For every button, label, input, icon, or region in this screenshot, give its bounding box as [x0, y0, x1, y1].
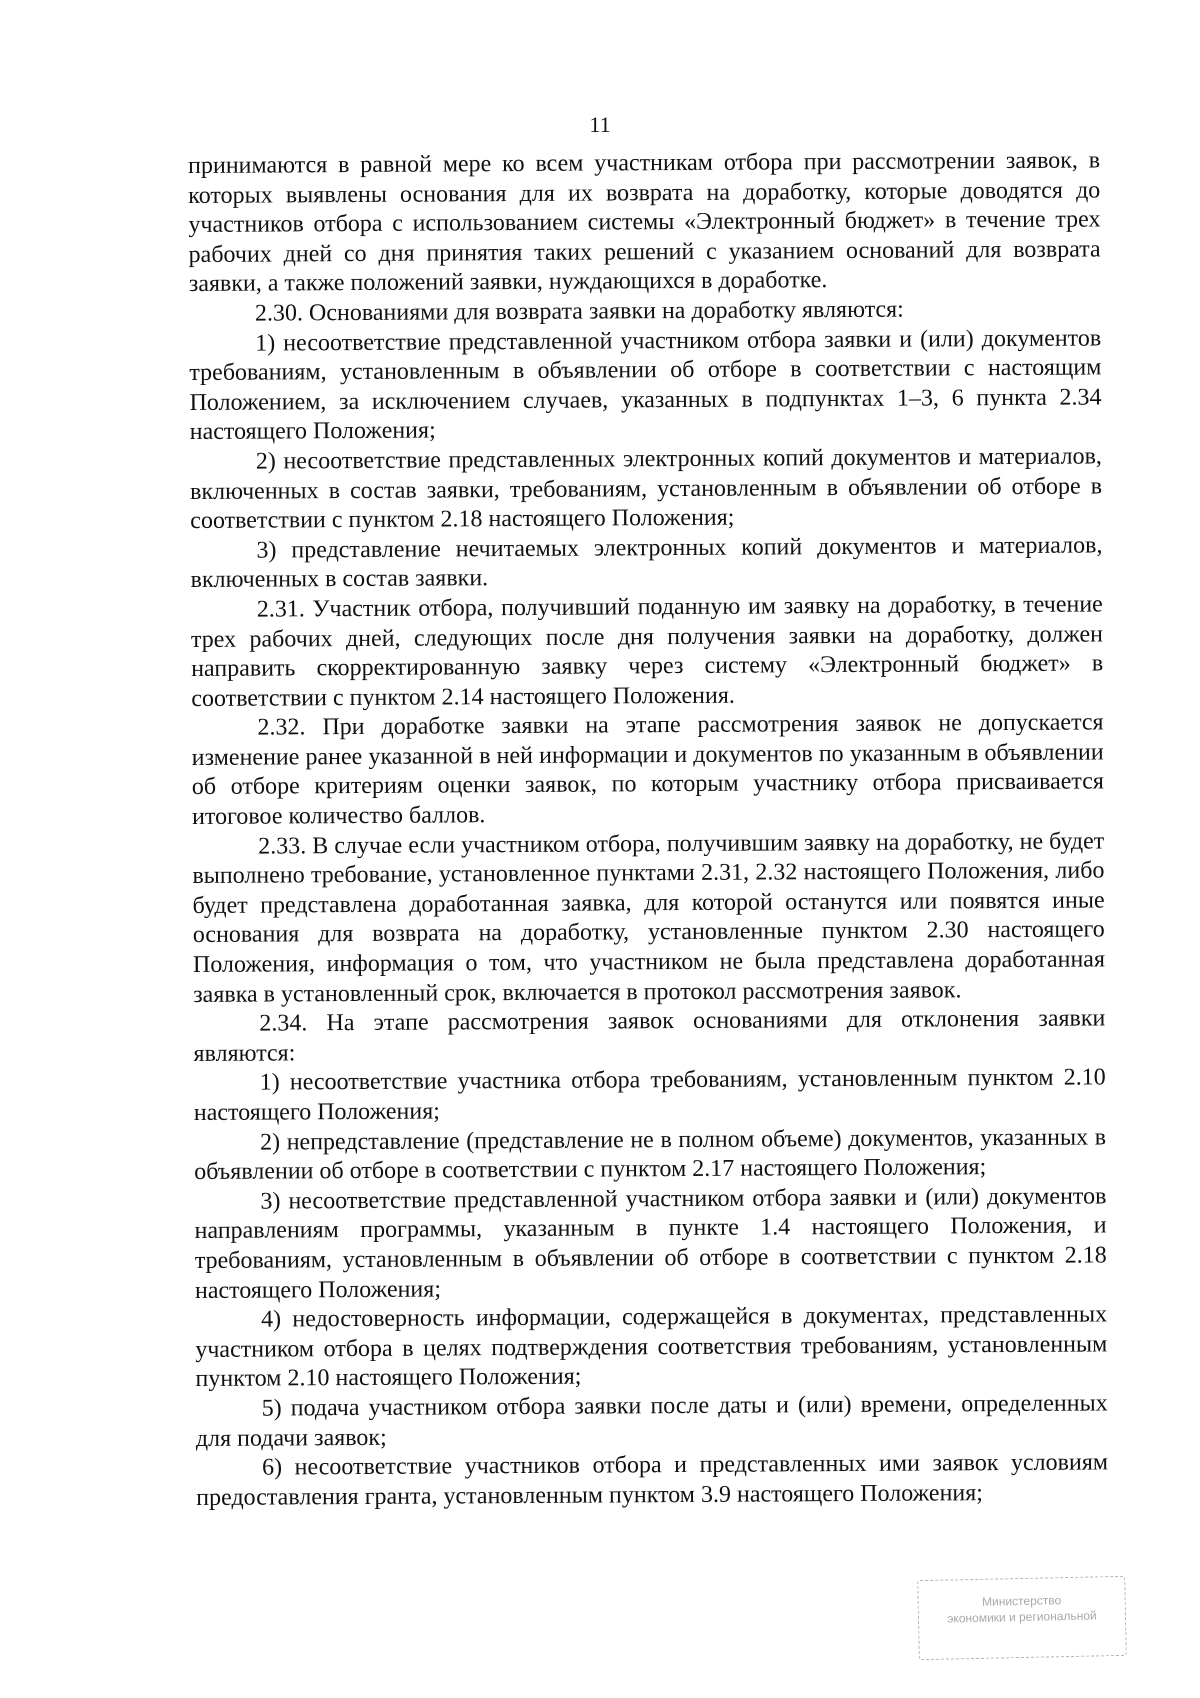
paragraph: 4) недостоверность информации, содержащейся в документах, представленных участником отбора в целях подтверждения соответствия требованиям, установленным пунктом 2.10 настоящего Положения; — [195, 1301, 1108, 1393]
paragraph: 2.31. Участник отбора, получивший поданную им заявку на доработку, в течение трех рабочих дней, следующих после дня получения заявки на доработку, должен направить скорректированную заявку через систему «Электронный бюджет» в соответствии с пунктом 2.14 настоящего Положения. — [190, 591, 1104, 712]
paragraph: 3) представление нечитаемых электронных копий документов и материалов, включенных в состав заявки. — [190, 532, 1103, 594]
paragraph: 2.30. Основаниями для возврата заявки на доработку являются: — [254, 296, 904, 327]
faded-stamp — [917, 1576, 1127, 1660]
paragraph: принимаются в равной мере ко всем участникам отбора при рассмотрении заявок, в которых выявлены основания для их возврата на доработку, которые доводятся до участников отбора с использованием системы «Электронный бюджет» в течение трех рабочих дней со дня принятия таких решений с указанием оснований для возврата заявки, а также положений заявки, нуждающихся в доработке. — [188, 147, 1101, 298]
paragraph: 1) несоответствие представленной участником отбора заявки и (или) документов требованиям, установленным в объявлении об отборе в соответствии с настоящим Положением, за исключением случаев, указанных в подпунктах 1–3, 6 пункта 2.34 настоящего Положения; — [189, 324, 1102, 446]
stamp-line: экономики и региональной — [947, 1608, 1097, 1626]
paragraph: 2) несоответствие представленных электронных копий документов и материалов, включенных в состав заявки, требованиям, установленным в объявлении об отборе в соответствии с пунктом 2.18 настоящего Положения; — [189, 443, 1103, 535]
stamp-line: Министерство — [981, 1593, 1062, 1609]
paragraph: 5) подача участником отбора заявки после даты и (или) времени, определенных для подачи заявок; — [195, 1390, 1108, 1452]
paragraph: 2.32. При доработке заявки на этапе рассмотрения заявок не допускается изменение ранее указанной в ней информации и документов по указанным в объявлении об отборе критериям оценки заявок, по которым участнику отбора присваивается итоговое количество баллов. — [191, 709, 1104, 831]
paragraph: 2.34. На этапе рассмотрения заявок основаниями для отклонения заявки являются: — [193, 1005, 1106, 1067]
paragraph: 2) непредставление (представление не в полном объеме) документов, указанных в объявлении об отборе в соответствии с пунктом 2.17 настоящего Положения; — [194, 1124, 1107, 1186]
paragraph: 6) несоответствие участников отбора и представленных ими заявок условиям предоставления гранта, установленным пунктом 3.9 настоящего Положения; — [196, 1449, 1109, 1511]
paragraph: 2.33. В случае если участником отбора, получившим заявку на доработку, не будет выполнено требование, установленное пунктами 2.31, 2.32 настоящего Положения, либо будет представлена доработанная заявка, для которой останутся или появятся иные основания для возврата на доработку, установленные пунктом 2.30 настоящего Положения, информация о том, что участником не была представлена доработанная заявка в установленный срок, включается в протокол рассмотрения заявок. — [192, 828, 1106, 1008]
paragraph: 3) несоответствие представленной участником отбора заявки и (или) документов направлениям программы, указанным в пункте 1.4 настоящего Положения, и требованиям, установленным в объявлении об отборе в соответствии с пунктом 2.18 настоящего Положения; — [194, 1183, 1107, 1304]
page-number: 11 — [589, 112, 611, 137]
paragraph: 1) несоответствие участника отбора требованиям, установленным пунктом 2.10 настоящего Положения; — [193, 1064, 1106, 1126]
document-body — [188, 146, 1108, 1513]
